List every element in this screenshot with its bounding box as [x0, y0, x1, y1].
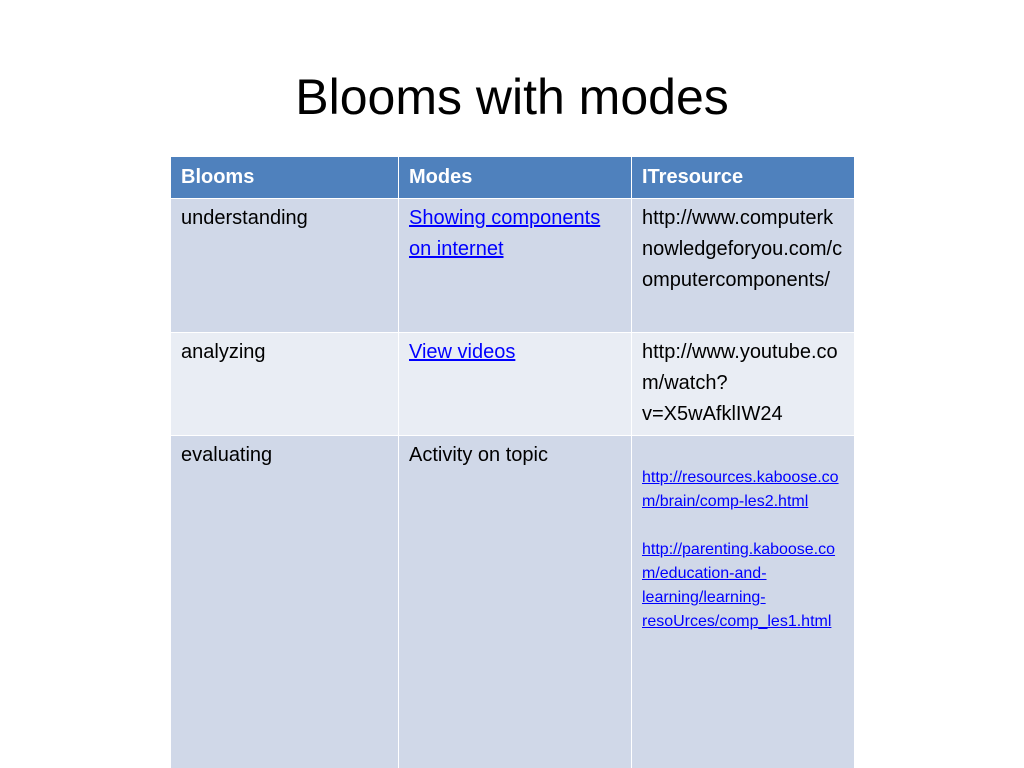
- table-row: [171, 436, 855, 768]
- modes-cell: Activity on topic: [399, 436, 632, 768]
- table-header-row: [171, 157, 855, 199]
- kaboose-parenting-link[interactable]: http://parenting.kaboose.com/education-and-learning/learning-resoUrces/comp_les1.html: [642, 541, 836, 630]
- resource-cell: http://www.youtube.com/watch?v=X5wAfklIW24: [632, 333, 855, 436]
- blooms-cell: analyzing: [171, 333, 399, 436]
- blooms-cell: understanding: [171, 199, 399, 333]
- resource-cell: [632, 436, 855, 768]
- modes-cell: [399, 333, 632, 436]
- blooms-cell: evaluating: [171, 436, 399, 768]
- showing-components-link[interactable]: Showing components on internet: [409, 207, 601, 260]
- slide-title: Blooms with modes: [295, 69, 729, 125]
- resource-cell: http://www.computerknowledgeforyou.com/computercomponents/: [632, 199, 855, 333]
- header-modes: Modes: [399, 157, 632, 199]
- kaboose-brain-link[interactable]: http://resources.kaboose.com/brain/comp-les2.html: [642, 469, 839, 510]
- header-itresource: ITresource: [632, 157, 855, 199]
- blooms-table: [170, 156, 855, 768]
- header-blooms: Blooms: [171, 157, 399, 199]
- modes-cell: [399, 199, 632, 333]
- table-row: [171, 199, 855, 333]
- view-videos-link[interactable]: View videos: [409, 341, 516, 363]
- table-row: [171, 333, 855, 436]
